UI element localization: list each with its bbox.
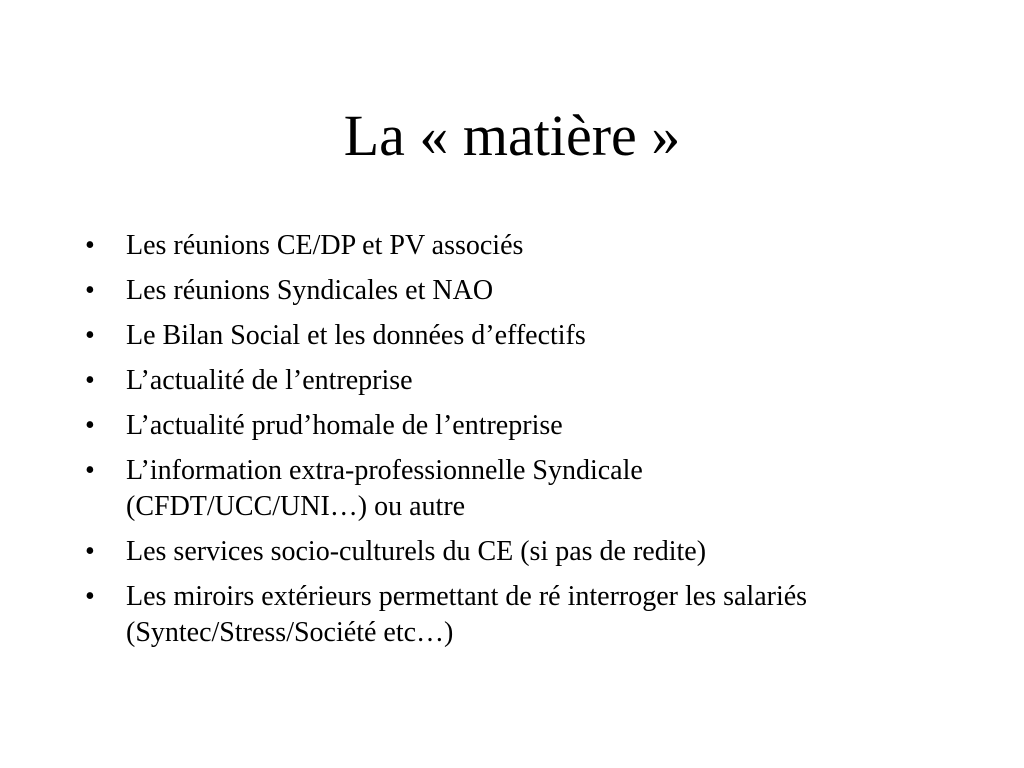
bullet-text: Les réunions CE/DP et PV associés	[126, 230, 524, 261]
bullet-icon: •	[85, 230, 95, 261]
bullet-text: Les miroirs extérieurs permettant de ré interroger les salariés (Syntec/Stress/Société etc…)	[126, 581, 808, 648]
bullet-icon: •	[85, 365, 95, 396]
slide-title: La « matière »	[343, 103, 681, 168]
bullet-text: Le Bilan Social et les données d’effectifs	[126, 320, 586, 351]
list-item	[85, 273, 885, 309]
bullet-text: Les services socio-culturels du CE (si pas de redite)	[126, 536, 707, 567]
bullet-text: L’actualité prud’homale de l’entreprise	[126, 410, 563, 441]
bullet-icon: •	[85, 410, 95, 441]
bullet-text: L’information extra-professionnelle Syndicale (CFDT/UCC/UNI…) ou autre	[126, 455, 643, 522]
list-item	[85, 228, 885, 264]
list-item	[85, 318, 885, 354]
list-item	[85, 408, 885, 444]
bullet-icon: •	[85, 275, 95, 306]
bullet-icon: •	[85, 581, 95, 612]
bullet-text: Les réunions Syndicales et NAO	[126, 275, 494, 306]
list-item	[85, 579, 885, 651]
list-item	[85, 534, 885, 570]
bullet-text: L’actualité de l’entreprise	[126, 365, 413, 396]
list-item	[85, 453, 885, 525]
bullet-list	[85, 228, 885, 660]
list-item	[85, 363, 885, 399]
bullet-icon: •	[85, 536, 95, 567]
bullet-icon: •	[85, 320, 95, 351]
bullet-icon: •	[85, 455, 95, 486]
